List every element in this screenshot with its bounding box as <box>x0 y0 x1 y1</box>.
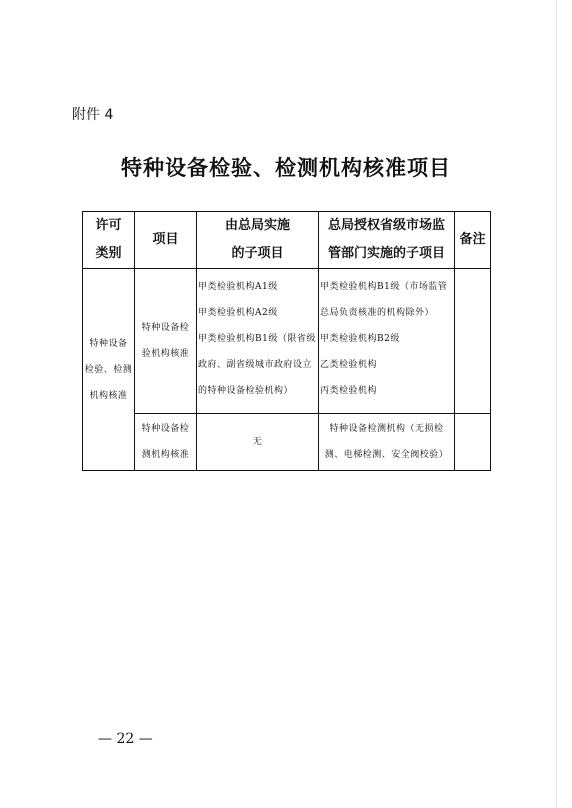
header-category <box>83 212 135 269</box>
item-cell <box>135 414 197 471</box>
hq-sub-cell <box>197 269 319 414</box>
prov-sub-line: 测、电梯检测、安全阀校验） <box>324 450 449 460</box>
item-cell <box>135 269 197 414</box>
table-row <box>83 414 491 471</box>
header-prov-line-2: 管部门实施的子项目 <box>327 246 445 261</box>
hq-sub-line: 甲类检验机构B1级（限省级 <box>198 334 316 344</box>
provincial-sub-cell <box>319 414 455 471</box>
item-line-1: 特种设备检 <box>141 424 190 434</box>
hq-sub-line: 甲类检验机构A1级 <box>198 282 278 292</box>
header-prov-line-1: 总局授权省级市场监 <box>327 218 445 233</box>
hq-sub-line: 的特种设备检验机构） <box>198 386 294 396</box>
prov-sub-line: 丙类检验机构 <box>320 386 378 396</box>
remarks-cell <box>455 269 491 414</box>
header-hq-line-2: 的子项目 <box>231 246 284 261</box>
header-hq-line-1: 由总局实施 <box>224 218 290 233</box>
prov-sub-line: 总局负责核准的机构除外） <box>320 308 435 318</box>
category-cell <box>83 269 135 471</box>
header-category-line-2: 类别 <box>95 246 122 261</box>
hq-sub-line: 无 <box>252 437 263 447</box>
provincial-sub-cell <box>319 269 455 414</box>
header-category-line-1: 许可 <box>95 218 122 233</box>
table-header-row <box>83 212 491 269</box>
prov-sub-line: 甲类检验机构B1级（市场监管 <box>320 282 448 292</box>
item-line-2: 验机构核准 <box>141 349 190 359</box>
item-line-1: 特种设备检 <box>141 323 190 333</box>
category-line-3: 机构核准 <box>89 390 128 401</box>
remarks-cell <box>455 414 491 471</box>
header-provincial-sub-items <box>319 212 455 269</box>
header-hq-sub-items <box>197 212 319 269</box>
attachment-label: 附件 4 <box>72 107 114 123</box>
prov-sub-line: 乙类检验机构 <box>320 360 378 370</box>
prov-sub-line: 甲类检验机构B2级 <box>320 334 400 344</box>
category-line-1: 特种设备 <box>89 338 128 349</box>
item-line-2: 测机构核准 <box>141 450 190 460</box>
prov-sub-line: 特种设备检测机构（无损检 <box>329 424 444 434</box>
hq-sub-line: 政府、副省级城市政府设立 <box>198 360 313 370</box>
document-title: 特种设备检验、检测机构核准项目 <box>121 155 451 180</box>
approval-items-table <box>82 211 491 471</box>
hq-sub-line: 甲类检验机构A2级 <box>198 308 278 318</box>
table-row <box>83 269 491 414</box>
page-number: — 22 — <box>98 731 153 747</box>
header-remarks: 备注 <box>455 212 491 269</box>
category-line-2: 检验、检测 <box>84 364 133 375</box>
page-edge-line <box>556 0 557 808</box>
header-item: 项目 <box>135 212 197 269</box>
hq-sub-cell <box>197 414 319 471</box>
